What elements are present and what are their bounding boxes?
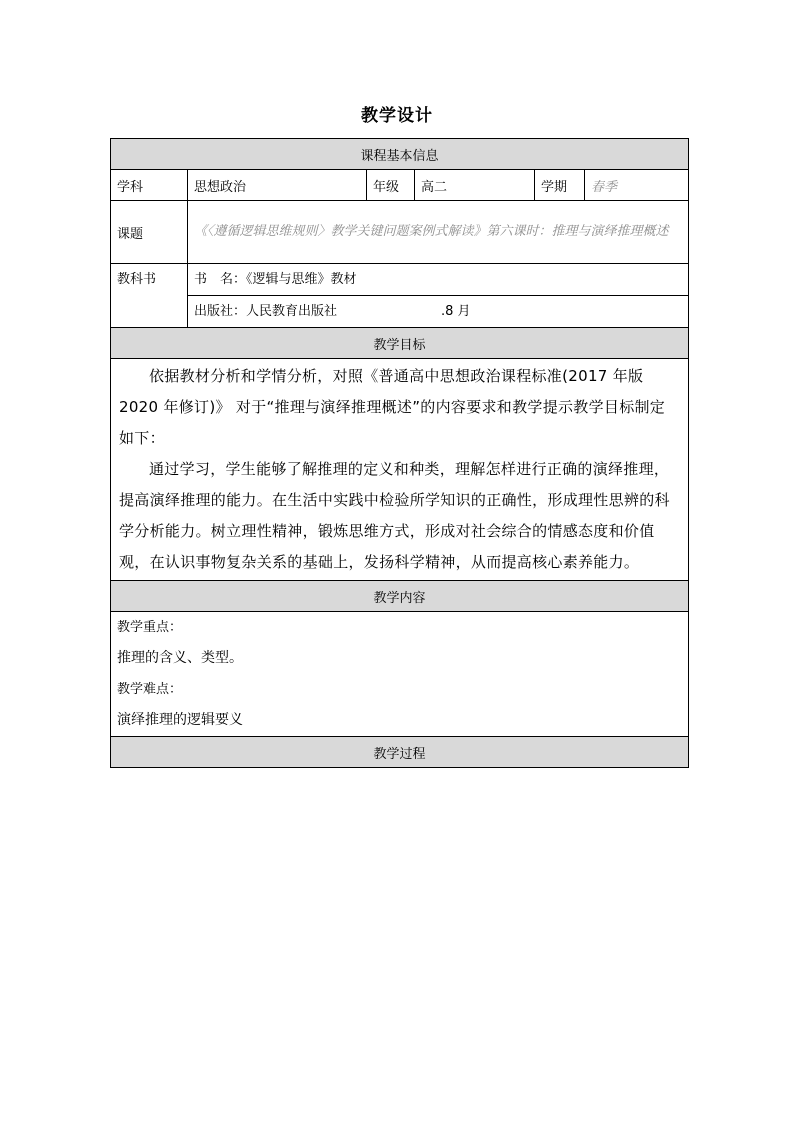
- section-header-content: [111, 581, 689, 612]
- objectives-row: [111, 359, 689, 581]
- term-value: 春季: [585, 170, 689, 201]
- textbook-label: 教科书: [111, 264, 188, 328]
- content-row: [111, 612, 689, 737]
- objectives-paragraph-1: 依据教材分析和学情分析，对照《普通高中思想政治课程标准(2017 年版 2020 年修订)》 对于“推理与演绎推理概述”的内容要求和教学提示教学目标制定如下：: [119, 367, 666, 447]
- section-title-process: 教学过程: [111, 737, 689, 768]
- section-header-objectives: [111, 328, 689, 359]
- publisher: 出版社：人民教育出版社: [194, 304, 338, 319]
- topic-label: 课题: [111, 201, 188, 264]
- key-point-value: 推理的含义、类型。: [117, 650, 243, 666]
- page-title: 教学设计: [361, 106, 433, 126]
- publish-date: .8 月: [441, 304, 471, 319]
- textbook-info: [188, 264, 689, 328]
- section-header-process: [111, 737, 689, 768]
- section-title-objectives: 教学目标: [111, 328, 689, 359]
- term-label: 学期: [535, 170, 585, 201]
- basic-info-row: [111, 170, 689, 201]
- section-title-basic-info: 课程基本信息: [111, 139, 689, 170]
- topic-row: [111, 201, 689, 264]
- lesson-plan-table: [110, 138, 689, 768]
- section-title-content: 教学内容: [111, 581, 689, 612]
- grade-label: 年级: [367, 170, 415, 201]
- objectives-body: [111, 359, 689, 581]
- subject-value: 思想政治: [188, 170, 367, 201]
- subject-label: 学科: [111, 170, 188, 201]
- key-point-label: 教学重点：: [117, 620, 183, 635]
- difficult-point-label: 教学难点：: [117, 682, 183, 697]
- textbook-row: [111, 264, 689, 328]
- publisher-line: [188, 295, 688, 327]
- section-header-basic-info: [111, 139, 689, 170]
- objectives-paragraph-2: 通过学习，学生能够了解推理的定义和种类，理解怎样进行正确的演绎推理，提高演绎推理的能力。在生活中实践中检验所学知识的正确性，形成理性思辨的科学分析能力。树立理性精神，锻炼思维方式，形成对社会综合的情感态度和价值观，在认识事物复杂关系的基础上，发扬科学精神，从而提高核心素养能力。: [119, 460, 670, 571]
- content-body: [111, 612, 689, 737]
- grade-value: 高二: [415, 170, 535, 201]
- difficult-point-value: 演绎推理的逻辑要义: [117, 712, 243, 728]
- textbook-name: 书 名：《逻辑与思维》教材: [194, 272, 357, 287]
- topic-value: 《〈遵循逻辑思维规则〉教学关键问题案例式解读》第六课时：推理与演绎推理概述: [188, 201, 689, 264]
